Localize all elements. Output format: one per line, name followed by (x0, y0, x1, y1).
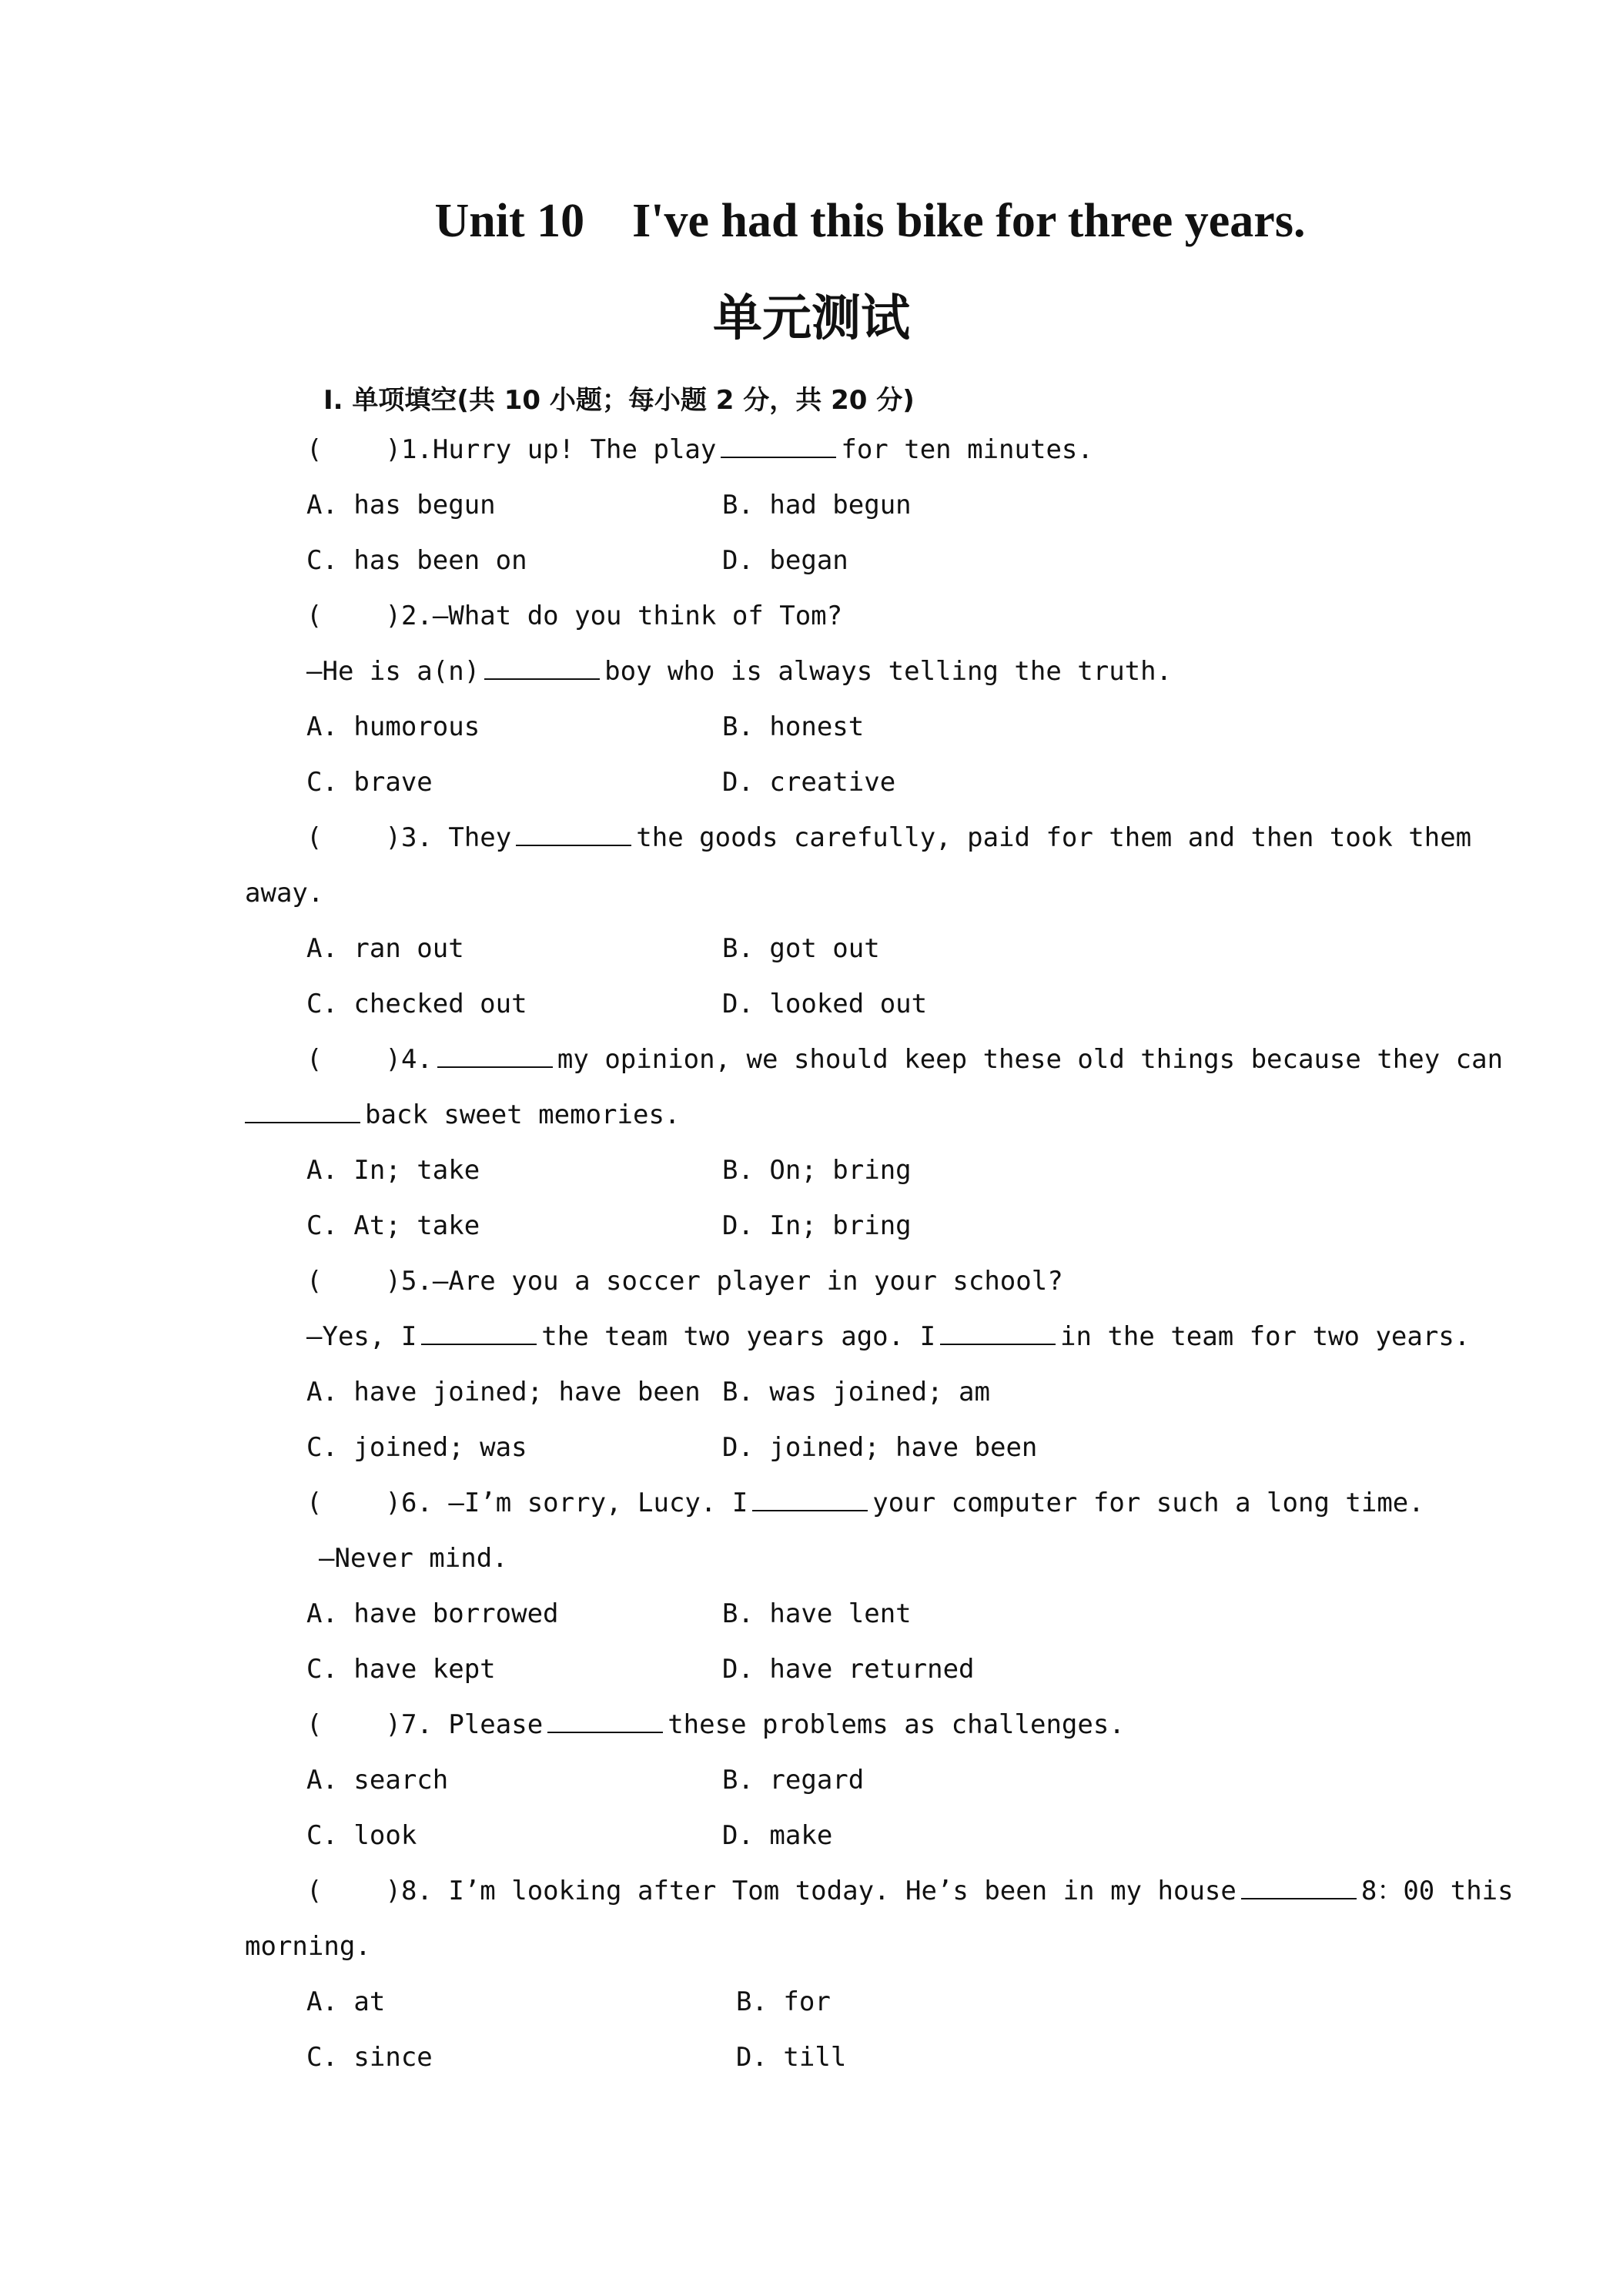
option-c: C. has been on (306, 545, 527, 576)
option-a: A. have borrowed (306, 1598, 559, 1629)
page-title: Unit 10 I've had this bike for three years. (434, 195, 1306, 247)
option-b: B. had begun (722, 490, 912, 520)
answer-blank (721, 437, 836, 458)
question-2: ( )2.—What do you think of Tom? (306, 601, 843, 631)
question-2-reply: —He is a(n) boy who is always telling the truth. (306, 656, 1173, 687)
answer-blank (1241, 1878, 1357, 1899)
question-3-cont: away. (245, 878, 324, 909)
question-7: ( )7. Please these problems as challenges. (306, 1709, 1125, 1740)
option-c: C. look (306, 1820, 417, 1851)
option-a: A. ran out (306, 933, 464, 964)
option-d: D. looked out (722, 989, 928, 1019)
option-b: B. have lent (722, 1598, 912, 1629)
answer-blank (940, 1324, 1056, 1345)
option-b: B. was joined; am (722, 1377, 990, 1407)
option-a: A. has begun (306, 490, 496, 520)
option-c: C. joined; was (306, 1432, 527, 1463)
option-d: D. creative (722, 767, 896, 798)
answer-blank (437, 1046, 553, 1068)
question-8: ( )8. I’m looking after Tom today. He’s been in my house 8：00 this (306, 1876, 1514, 1906)
question-3: ( )3. They the goods carefully, paid for them and then took them (306, 822, 1472, 853)
option-c: C. brave (306, 767, 433, 798)
section-heading: Ⅰ. 单项填空(共 10 小题；每小题 2 分，共 20 分) (323, 385, 915, 416)
answer-blank (516, 825, 631, 846)
option-a: A. search (306, 1765, 449, 1796)
option-d: D. till (736, 2042, 847, 2073)
answer-blank (421, 1324, 537, 1345)
option-b: B. got out (722, 933, 880, 964)
option-a: A. In; take (306, 1155, 480, 1186)
option-b: B. regard (722, 1765, 865, 1796)
question-4: ( )4. my opinion, we should keep these old things because they can (306, 1044, 1504, 1075)
option-d: D. In; bring (722, 1210, 912, 1241)
question-1: ( )1.Hurry up! The play for ten minutes. (306, 434, 1093, 465)
option-b: B. On; bring (722, 1155, 912, 1186)
question-5: ( )5.—Are you a soccer player in your school? (306, 1266, 1063, 1297)
question-8-cont: morning. (245, 1931, 371, 1962)
option-d: D. make (722, 1820, 833, 1851)
option-b: B. honest (722, 711, 865, 742)
question-4-cont: back sweet memories. (245, 1099, 680, 1130)
question-6: ( )6. —I’m sorry, Lucy. I your computer for such a long time. (306, 1488, 1424, 1518)
page-subtitle: 单元测试 (713, 290, 910, 347)
answer-blank (547, 1712, 663, 1733)
answer-blank (752, 1490, 868, 1511)
question-6-reply: —Never mind. (319, 1543, 508, 1574)
option-c: C. since (306, 2042, 433, 2073)
option-a: A. at (306, 1986, 386, 2017)
option-c: C. have kept (306, 1654, 496, 1685)
answer-blank (245, 1102, 360, 1123)
answer-blank (484, 658, 600, 680)
option-b: B. for (736, 1986, 831, 2017)
option-a: A. humorous (306, 711, 480, 742)
option-d: D. joined; have been (722, 1432, 1038, 1463)
option-c: C. checked out (306, 989, 527, 1019)
option-c: C. At; take (306, 1210, 480, 1241)
option-d: D. began (722, 545, 848, 576)
option-a: A. have joined; have been (306, 1377, 701, 1407)
option-d: D. have returned (722, 1654, 975, 1685)
question-5-reply: —Yes, I the team two years ago. I in the team for two years. (306, 1321, 1471, 1352)
